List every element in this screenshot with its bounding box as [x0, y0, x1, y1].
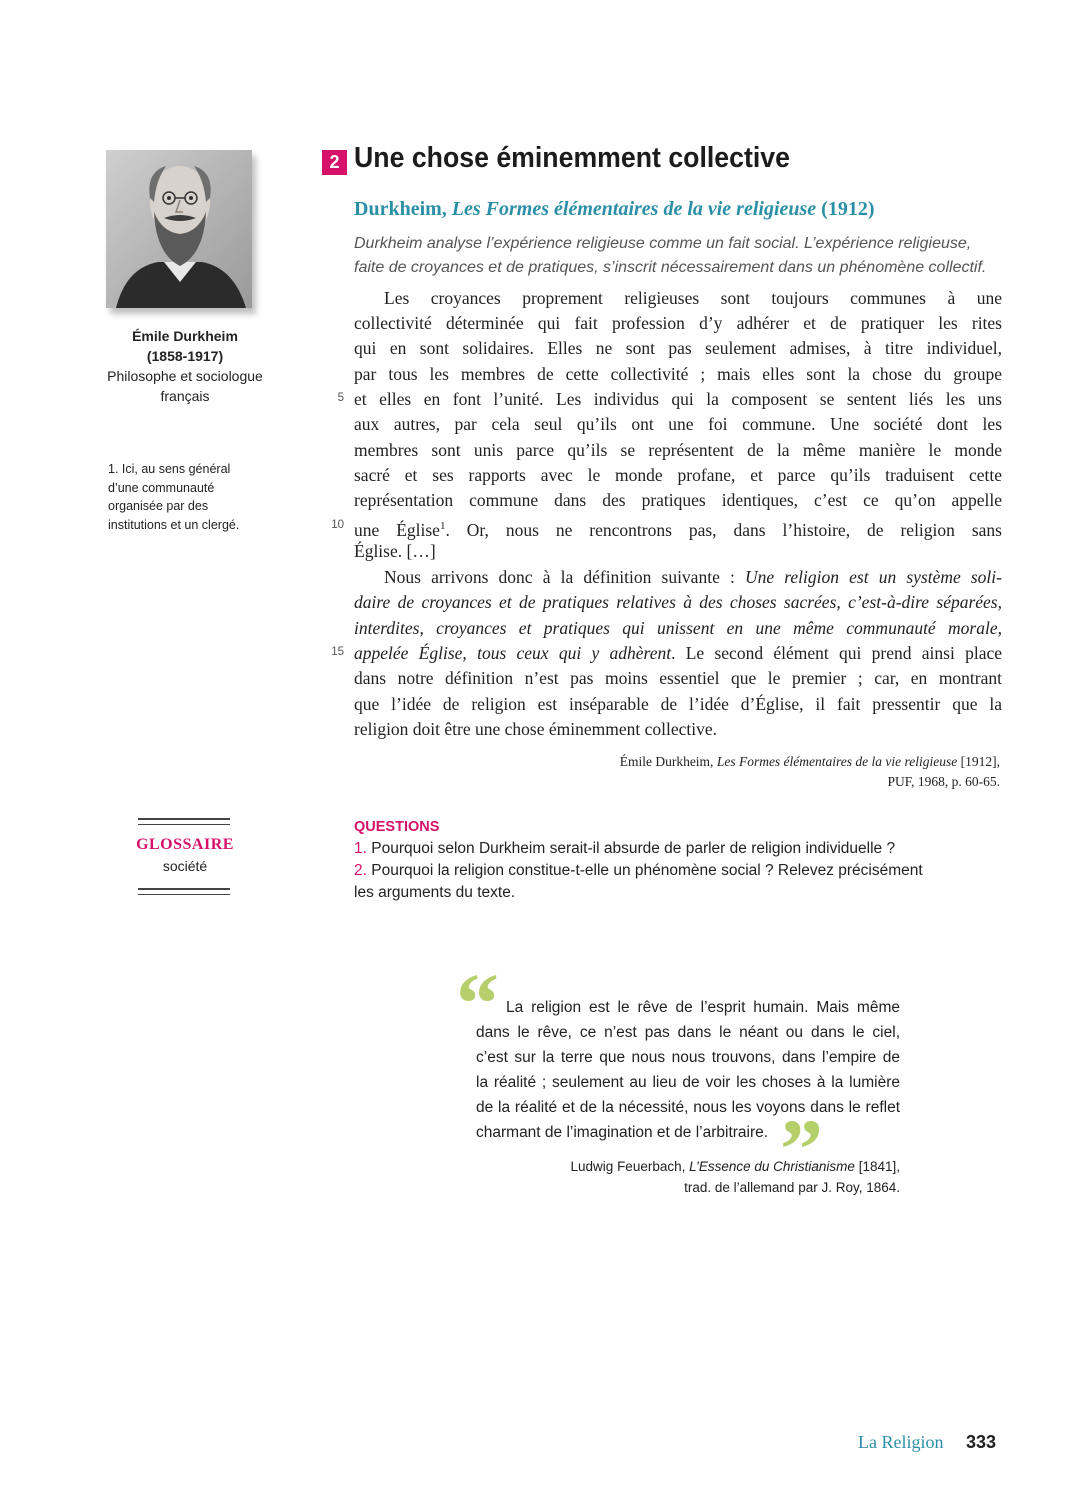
text-line: qui en sont solidaires. Elles ne sont pas seulement admises, à titre individuel, — [354, 338, 1002, 358]
intro-line: Durkheim analyse l’expérience religieuse comme un fait social. L’expérience religieuse, — [354, 235, 972, 252]
quote-source-line-1 — [571, 1156, 900, 1177]
line-number: 10 — [331, 519, 344, 531]
question-text: Pourquoi la religion constitue-t-elle un phénomène social ? Relevez précisément — [366, 862, 923, 879]
glossary-rule-bottom — [138, 888, 230, 895]
footnote-line: institutions et un clergé. — [108, 517, 240, 532]
text-line: sacré et ses rapports avec le monde profane, et parce qu’ils traduisent cette — [354, 465, 1002, 485]
definition-line: interdites, croyances et pratiques qui unissent en une même communauté morale, — [354, 618, 1002, 638]
quote-source — [571, 1156, 900, 1198]
author-role-line-1: Philosophe et sociologue — [107, 368, 263, 384]
question-number: 2. — [354, 862, 367, 879]
text-line: membres sont unis parce qu’ils se représentent de la même manière le monde — [354, 440, 1002, 460]
source-year: (1912) — [821, 198, 875, 220]
citation-author: Émile Durkheim, — [619, 754, 717, 769]
quote-line: la réalité ; seulement au lieu de voir les choses à la lumière — [476, 1074, 900, 1091]
text-fragment: . Or, nous ne rencontrons pas, dans l’histoire, de religion sans — [445, 519, 1002, 540]
text-line — [354, 641, 1002, 666]
source-heading — [354, 198, 875, 221]
question-text: Pourquoi selon Durkheim serait-il absurde de parler de religion individuelle ? — [366, 840, 896, 857]
footnote-line: 1. Ici, au sens général — [108, 462, 231, 476]
question-2 — [354, 860, 1014, 882]
text-line: dans notre définition n’est pas moins essentiel que le premier ; car, en montrant — [354, 668, 1002, 688]
quote-line: dans le rêve, ce n’est pas dans le néant ou dans le ciel, — [476, 1024, 900, 1041]
open-quote-icon: “ — [456, 955, 499, 1051]
quote-year: [1841], — [854, 1159, 900, 1174]
section-number-badge: 2 — [322, 150, 347, 175]
citation-line-1 — [620, 752, 1000, 772]
quote-line: La religion est le rêve de l’esprit humain. Mais même — [506, 999, 900, 1016]
glossary-term[interactable]: société — [162, 858, 208, 874]
citation — [620, 752, 1000, 792]
quote-author: Ludwig Feuerbach, — [570, 1159, 690, 1174]
text-line: religion doit être une chose éminemment collective. — [354, 719, 717, 739]
text-fragment: . Le second élément qui prend ainsi place — [671, 643, 1002, 663]
text-line: par tous les membres de cette collectivité ; mais elles sont la chose du groupe — [354, 364, 1002, 384]
text-fragment: une Église — [354, 519, 440, 540]
portrait-photo — [106, 150, 252, 308]
page-number: 333 — [966, 1432, 997, 1452]
question-1 — [354, 838, 1014, 860]
author-name: Émile Durkheim — [132, 328, 238, 344]
footnote-line: d’une communauté — [108, 480, 215, 495]
footnote-ref: 1 — [439, 520, 446, 532]
section-title: Une chose éminemment collective — [354, 142, 790, 174]
questions-block — [354, 816, 1014, 904]
text-line: que l’idée de religion est inséparable de l’idée d’Église, il fait pressentir que la — [354, 694, 1002, 714]
footnote — [108, 460, 268, 534]
intro-line: faite de croyances et de pratiques, s’inscrit nécessairement dans un phénomène collectif. — [354, 259, 987, 276]
definition-fragment: appelée Église, tous ceux qui y adhèrent — [354, 643, 672, 663]
glossary-rule-top — [138, 818, 230, 825]
footnote-line: organisée par des — [108, 499, 209, 513]
source-title: Les Formes élémentaires de la vie religieuse — [451, 198, 817, 220]
quote-work-title: L’Essence du Christianisme — [689, 1159, 855, 1174]
glossary-title: GLOSSAIRE — [136, 836, 234, 853]
portrait-caption — [100, 326, 270, 406]
text-line: Les croyances proprement religieuses sont toujours communes à une — [384, 288, 1002, 308]
line-number: 15 — [331, 646, 344, 658]
quote-source-line-2: trad. de l’allemand par J. Roy, 1864. — [684, 1180, 900, 1195]
text-line: aux autres, par cela seul qu’ils ont une foi commune. Une société dont les — [354, 414, 1002, 434]
questions-heading: QUESTIONS — [354, 819, 440, 835]
author-role-line-2: français — [160, 388, 210, 404]
source-author: Durkheim, — [354, 198, 447, 220]
text-line: Église. […] — [354, 541, 436, 561]
author-dates: (1858-1917) — [146, 348, 224, 364]
line-number: 5 — [337, 392, 344, 404]
durkheim-portrait-icon — [106, 150, 252, 308]
question-2-continued: les arguments du texte. — [354, 884, 516, 901]
quote-line: charmant de l’imagination et de l’arbitraire. — [476, 1124, 769, 1141]
text-line — [354, 565, 1002, 590]
text-line: représentation commune dans des pratiques identiques, c’est ce qu’on appelle — [354, 490, 1002, 510]
text-fragment: Nous arrivons donc à la définition suivante : — [384, 567, 745, 587]
text-line: collectivité déterminée qui fait profession d’y adhérer et de pratiquer les rites — [354, 313, 1002, 333]
footer-chapter-title: La Religion — [858, 1432, 944, 1452]
question-number: 1. — [354, 840, 367, 857]
text-line: et elles en font l’unité. Les individus qui la composent se sentent liés les uns — [354, 389, 1002, 409]
intro-text — [354, 232, 1014, 280]
citation-year: [1912], — [957, 754, 1000, 769]
close-quote-icon: ” — [780, 1101, 823, 1197]
citation-title: Les Formes élémentaires de la vie religieuse — [716, 754, 958, 769]
quote-line: c’est sur la terre que nous nous trouvons, dans l’empire de — [476, 1049, 900, 1066]
citation-line-2: PUF, 1968, p. 60-65. — [887, 774, 1000, 789]
definition-line: daire de croyances et de pratiques relatives à des choses sacrées, c’est-à-dire séparées, — [354, 592, 1002, 612]
quote-line: de la réalité et de la nécessité, nous les voyons dans le reflet — [476, 1099, 900, 1116]
definition-fragment: Une religion est un système soli- — [744, 567, 1002, 587]
